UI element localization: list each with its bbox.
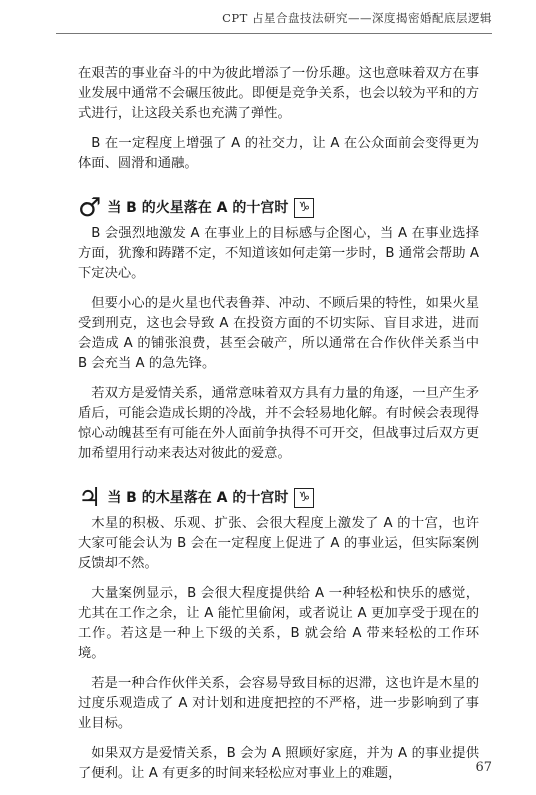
section-title: 当 B 的木星落在 A 的十宫时 — [107, 490, 289, 506]
mars-icon: ♂ — [78, 193, 102, 223]
header-rule — [56, 33, 492, 34]
section-heading-mars — [78, 193, 479, 223]
body-paragraph: B 在一定程度上增强了 A 的社交力，让 A 在公众面前会变得更为体面、圆滑和通融。 — [78, 136, 479, 171]
page-content — [78, 64, 479, 794]
body-paragraph: 如果双方是爱情关系，B 会为 A 照顾好家庭，并为 A 的事业提供了便利。让 A 有更多的时间来轻松应对事业上的难题， — [78, 746, 479, 781]
section-heading-jupiter — [78, 483, 479, 513]
body-paragraph: 若双方是爱情关系，通常意味着双方具有力量的角逐，一旦产生矛盾后，可能会造成长期的冷战，并不会轻易地化解。有时候会表现得惊心动魄甚至有可能在外人面前争执得不可开交，但战事过后双方更加希望用行动来表达对彼此的爱意。 — [78, 386, 479, 461]
page-number: 67 — [475, 760, 492, 775]
body-paragraph: B 会强烈地激发 A 在事业上的目标感与企图心，当 A 在事业选择方面，犹豫和踌躇不定，不知道该如何走第一步时，B 通常会帮助 A 下定决心。 — [78, 226, 479, 281]
body-paragraph: 在艰苦的事业奋斗的中为彼此增添了一份乐趣。这也意味着双方在事业发展中通常不会碾压彼此。即便是竞争关系，也会以较为平和的方式进行，让这段关系也充满了弹性。 — [78, 66, 479, 121]
body-paragraph: 木星的积极、乐观、扩张、会很大程度上激发了 A 的十宫，也许大家可能会认为 B 会在一定程度上促进了 A 的事业运，但实际案例反馈却不然。 — [78, 516, 479, 571]
section-title: 当 B 的火星落在 A 的十宫时 — [107, 200, 289, 216]
body-paragraph: 若是一种合作伙伴关系，会容易导致目标的迟滞，这也许是木星的过度乐观造成了 A 对计划和进度把控的不严格，进一步影响到了事业目标。 — [78, 676, 479, 731]
body-paragraph: 但要小心的是火星也代表鲁莽、冲动、不顾后果的特性，如果火星受到刑克，这也会导致 A 在投资方面的不切实际、盲目求进，进而会造成 A 的铺张浪费，甚至会破产，所以通常在合作伙伴关系当中 B 会充当 A 的急先锋。 — [78, 296, 479, 371]
running-header — [0, 0, 536, 40]
header-title: CPT 占星合盘技法研究——深度揭密婚配底层逻辑 — [222, 11, 492, 25]
body-paragraph: 大量案例显示，B 会很大程度提供给 A 一种轻松和快乐的感觉，尤其在工作之余，让 A 能忙里偷闲，或者说让 A 更加享受于现在的工作。若这是一种上下级的关系，B 就会给 A 带来轻松的工作环境。 — [78, 586, 479, 661]
capricorn-icon: ♑ — [294, 488, 314, 508]
jupiter-icon: ♃ — [78, 483, 102, 513]
capricorn-icon: ♑ — [294, 198, 314, 218]
